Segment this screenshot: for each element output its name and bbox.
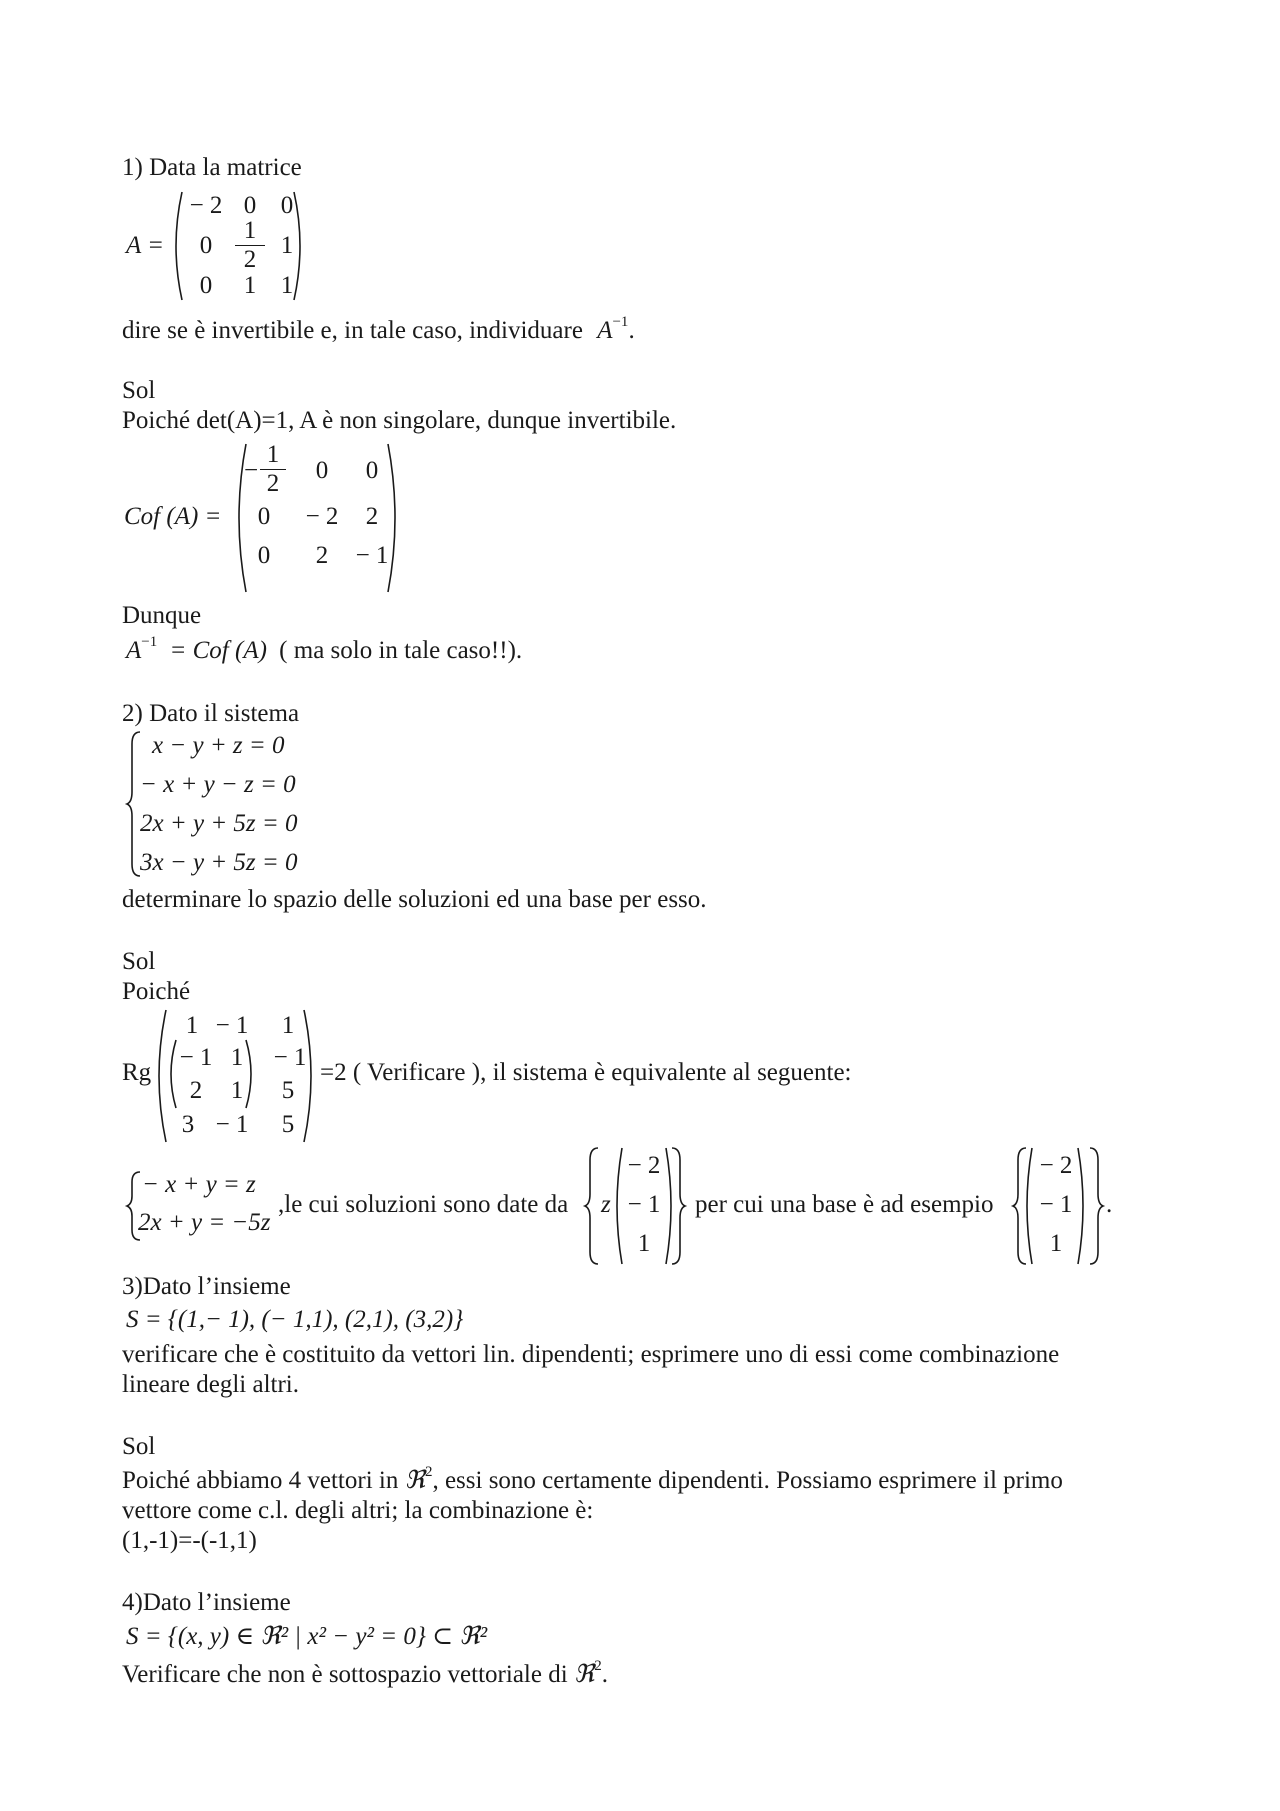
rank-cell: 2 xyxy=(189,1077,203,1104)
rank-cell: 1 xyxy=(281,1012,295,1039)
ex3-exponent: 2 xyxy=(424,1464,433,1480)
cof-minus: − xyxy=(244,457,259,484)
ex1-question-symbol: A xyxy=(597,317,613,344)
rank-text: =2 ( Verificare ), il sistema è equivalente al seguente: xyxy=(320,1059,852,1086)
ex1-question-end: . xyxy=(628,317,635,344)
ex3-title: 3)Dato l’insieme xyxy=(122,1273,291,1300)
ex3-sol-label: Sol xyxy=(122,1433,156,1460)
rank-cell: − 1 xyxy=(273,1044,307,1071)
rank-cell: 1 xyxy=(185,1012,199,1039)
fraction-numerator: 1 xyxy=(243,217,257,244)
cof-cell: 0 xyxy=(257,503,271,530)
rank-cell: − 1 xyxy=(179,1044,213,1071)
result-exponent: −1 xyxy=(141,634,158,650)
ex4-title: 4)Dato l’insieme xyxy=(122,1589,291,1616)
basis-end: . xyxy=(1106,1191,1113,1218)
ex1-lhs: A = xyxy=(126,232,164,259)
solution-vector-entry: − 2 xyxy=(627,1152,661,1179)
fraction-denominator: 2 xyxy=(243,246,257,273)
rank-cell: 5 xyxy=(281,1077,295,1104)
ex1-title: 1) Data la matrice xyxy=(122,154,302,181)
ex3-sol-line1 xyxy=(122,1466,1063,1499)
ex3-sol-text-d: , essi sono certamente dipendenti. Possiamo esprimere il primo xyxy=(432,1467,1063,1494)
ex2-poiche: Poiché xyxy=(122,978,191,1005)
matrix-a-cell: − 2 xyxy=(189,192,223,219)
cof-cell: 0 xyxy=(315,457,329,484)
solution-variable: z xyxy=(601,1191,611,1218)
matrix-a-cell: 1 xyxy=(280,272,294,299)
real-numbers-symbol: ℜ xyxy=(573,1661,595,1688)
rank-cell: 5 xyxy=(281,1111,295,1138)
rank-cell: − 1 xyxy=(215,1012,249,1039)
ex1-sol-text: Poiché det(A)=1, A è non singolare, dunque invertibile. xyxy=(122,407,677,434)
solution-vector-entry: 1 xyxy=(637,1230,651,1257)
result-note: ( ma solo in tale caso!!). xyxy=(279,637,523,664)
ex1-result xyxy=(126,636,522,669)
fraction-denominator: 2 xyxy=(266,470,280,497)
ex3-sol-text-a: Poiché abbiamo 4 vettori in xyxy=(122,1467,399,1494)
matrix-a-cell: 0 xyxy=(199,232,213,259)
ex4-question xyxy=(122,1660,608,1693)
cof-cell: 2 xyxy=(315,542,329,569)
ex2-question: determinare lo spazio delle soluzioni ed una base per esso. xyxy=(122,886,707,913)
rank-cell: − 1 xyxy=(215,1111,249,1138)
ex3-sol-line3: (1,-1)=-(-1,1) xyxy=(122,1527,257,1554)
matrix-a-cell: 1 xyxy=(243,272,257,299)
basis-vector-entry: − 1 xyxy=(1039,1191,1073,1218)
solution-text: ,le cui soluzioni sono date da xyxy=(278,1191,569,1218)
ex4-set: S = {(x, y) ∈ ℜ² | x² − y² = 0} ⊂ ℜ² xyxy=(126,1623,488,1650)
ex4-question-end: . xyxy=(601,1661,609,1688)
ex4-exponent: 2 xyxy=(594,1658,602,1674)
ex1-question xyxy=(122,316,635,349)
system-equation: 2x + y + 5z = 0 xyxy=(140,810,298,837)
solution-vector-entry: − 1 xyxy=(627,1191,661,1218)
reduced-equation: 2x + y = −5z xyxy=(138,1209,271,1236)
ex3-question-line2: lineare degli altri. xyxy=(122,1371,300,1398)
cof-cell: 0 xyxy=(365,457,379,484)
ex1-sol-label: Sol xyxy=(122,377,156,404)
cof-cell: − 2 xyxy=(305,503,339,530)
ex3-set: S = {(1,− 1), (− 1,1), (2,1), (3,2)} xyxy=(126,1306,464,1333)
matrix-a-fraction xyxy=(235,218,265,273)
matrix-a-cell: 1 xyxy=(280,232,294,259)
reduced-equation: − x + y = z xyxy=(142,1171,256,1198)
real-numbers-symbol: ℜ xyxy=(404,1467,425,1494)
ex2-sol-label: Sol xyxy=(122,948,156,975)
fraction-numerator: 1 xyxy=(266,441,280,468)
ex1-dunque: Dunque xyxy=(122,602,202,629)
matrix-a-cell: 0 xyxy=(199,272,213,299)
cof-cell: − 1 xyxy=(355,542,389,569)
ex4-question-text: Verificare che non è sottospazio vettoriale di xyxy=(122,1661,568,1688)
ex3-sol-line2: vettore come c.l. degli altri; la combinazione è: xyxy=(122,1497,594,1524)
ex1-question-text: dire se è invertibile e, in tale caso, individuare xyxy=(122,317,583,344)
ex2-title: 2) Dato il sistema xyxy=(122,700,300,727)
cof-cell: 2 xyxy=(365,503,379,530)
matrix-a-cell: 0 xyxy=(280,192,294,219)
rank-cell: 3 xyxy=(181,1111,195,1138)
system-equation: 3x − y + 5z = 0 xyxy=(140,849,298,876)
cof-lhs: Cof (A) = xyxy=(124,503,222,530)
cof-fraction xyxy=(260,442,286,497)
basis-vector-entry: − 2 xyxy=(1039,1152,1073,1179)
rank-label: Rg xyxy=(122,1059,152,1086)
ex3-question-line1: verificare che è costituito da vettori lin. dipendenti; esprimere uno di essi come combinazione xyxy=(122,1341,1060,1368)
basis-vector-entry: 1 xyxy=(1049,1230,1063,1257)
system-equation: x − y + z = 0 xyxy=(152,732,285,759)
matrix-a-cell: 0 xyxy=(243,192,257,219)
rank-cell: 1 xyxy=(230,1044,244,1071)
result-symbol: A xyxy=(126,637,142,664)
ex1-question-exponent: −1 xyxy=(612,314,629,330)
cof-cell: 0 xyxy=(257,542,271,569)
result-rhs: = Cof (A) xyxy=(169,637,267,664)
basis-text: per cui una base è ad esempio xyxy=(695,1191,994,1218)
system-equation: − x + y − z = 0 xyxy=(140,771,296,798)
rank-cell: 1 xyxy=(230,1077,244,1104)
